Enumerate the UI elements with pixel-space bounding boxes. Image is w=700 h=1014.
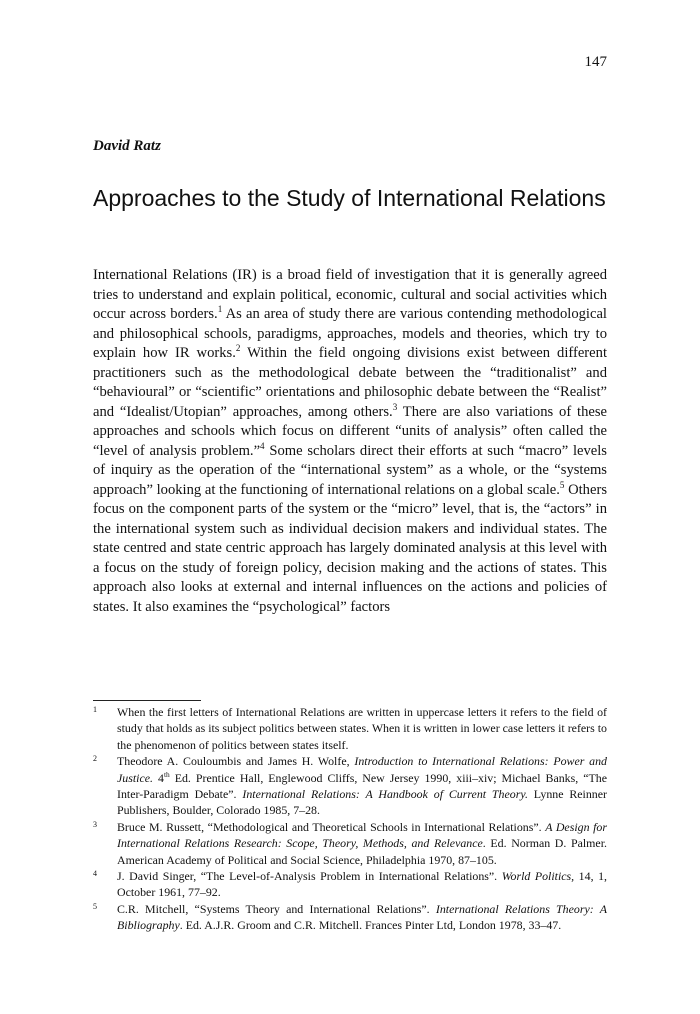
footnote-reference: 4 [260,440,265,451]
footnote-reference: 1 [217,304,223,315]
author-name: David Ratz [93,138,161,154]
footnote-text: 14, 1, October 1961, 77–92. [117,869,607,900]
footnote-number: 1 [93,705,97,714]
footnote-text: Ed. Prentice Hall, Englewood Cliffs, New Jersey 1990, xiii–xiv; Michael Banks, “The Inter-Paradigm Debate”. [117,770,607,802]
body-text-run: Within the field ongoing divisions exist between different practitioners such as the methodological debate between the “traditionalist” and “behavioural” or “scientific” orientations and philosophic debate between the “Realist” and “Idealist/Utopian” approaches, among others. [93,345,607,420]
italic-title: International Relations: A Handbook of Current Theory. [242,787,528,802]
footnote-number: 3 [93,819,97,829]
footnotes-list [93,704,607,934]
body-paragraph [93,266,607,617]
footnote-number: 5 [93,901,97,911]
footnote-text: C.R. Mitchell, “Systems Theory and International Relations”. [117,901,436,916]
footnote-4 [93,868,607,901]
italic-title: Introduction to International Relations: Power and Justice. [117,754,608,785]
footnote-number: 2 [93,754,97,764]
body-text-run: There are also variations of these approaches and schools which focus on different “units of analysis” often called the “level of analysis problem.” [93,403,607,459]
page-number: 147 [584,54,607,70]
body-text-run: Others focus on the component parts of the system or the “micro” level, that is, the “actors” in the international system such as individual decision makers and individual states. The state centred and state centric approach has largely dominated analysis at this level with a focus on the study of foreign policy, decision making and the actions of states. This approach also looks at external and internal influences on the actions and policies of states. It also examines the “psychological” factors [93,481,607,615]
footnote-text: Bruce M. Russett, “Methodological and Theoretical Schools in International Relations”. [117,819,546,834]
footnote-text: 4 [153,770,164,785]
footnote-reference: 2 [235,343,241,354]
body-text-run: Some scholars direct their efforts at such “macro” levels of inquiry as the operation of the “international system” as a whole, or the “systems approach” looking at the functioning of international relations on a global scale. [93,442,607,498]
body-text-run: As an area of study there are various contending methodological and philosophical schools, paradigms, approaches, models and theories, which try to explain how IR works. [93,306,607,361]
footnote-5 [93,901,607,934]
italic-title: A Design for International Relations Research: Scope, Theory, Methods, and Relevance [117,819,607,851]
footnote-text: J. David Singer, “The Level-of-Analysis Problem in International Relations”. [117,869,502,884]
footnote-number: 4 [93,869,97,879]
footnote-separator [93,700,201,701]
body-text-run: International Relations (IR) is a broad field of investigation that it is generally agreed tries to understand and explain political, economic, cultural and social activities which occur across borders. [93,267,607,322]
footnote-text: Lynne Reinner Publishers, Boulder, Colorado 1985, 7–28. [117,787,607,818]
footnote-text: . Ed. A.J.R. Groom and C.R. Mitchell. Frances Pinter Ltd, London 1978, 33–47. [179,918,562,933]
footnote-text: Theodore A. Couloumbis and James H. Wolfe, [117,754,355,769]
footnote-text: When the first letters of International Relations are written in uppercase letters it refers to the field of study that holds as its subject politics between states. When it is written in lower case letters it refers to the phenomenon of politics between states itself. [117,705,607,752]
footnote-text: . Ed. Norman D. Palmer. American Academy of Political and Social Science, Philadelphia 1970, 87–105. [117,836,607,867]
article-title: Approaches to the Study of International Relations [93,185,606,211]
footnote-3 [93,819,607,868]
footnote-reference: th [163,769,170,779]
footnote-2 [93,753,607,819]
footnote-reference: 5 [559,479,565,490]
italic-title: International Relations Theory: A Bibliography [117,901,608,933]
footnote-1 [93,704,607,753]
italic-title: World Politics, [501,869,575,884]
footnote-reference: 3 [392,401,398,412]
